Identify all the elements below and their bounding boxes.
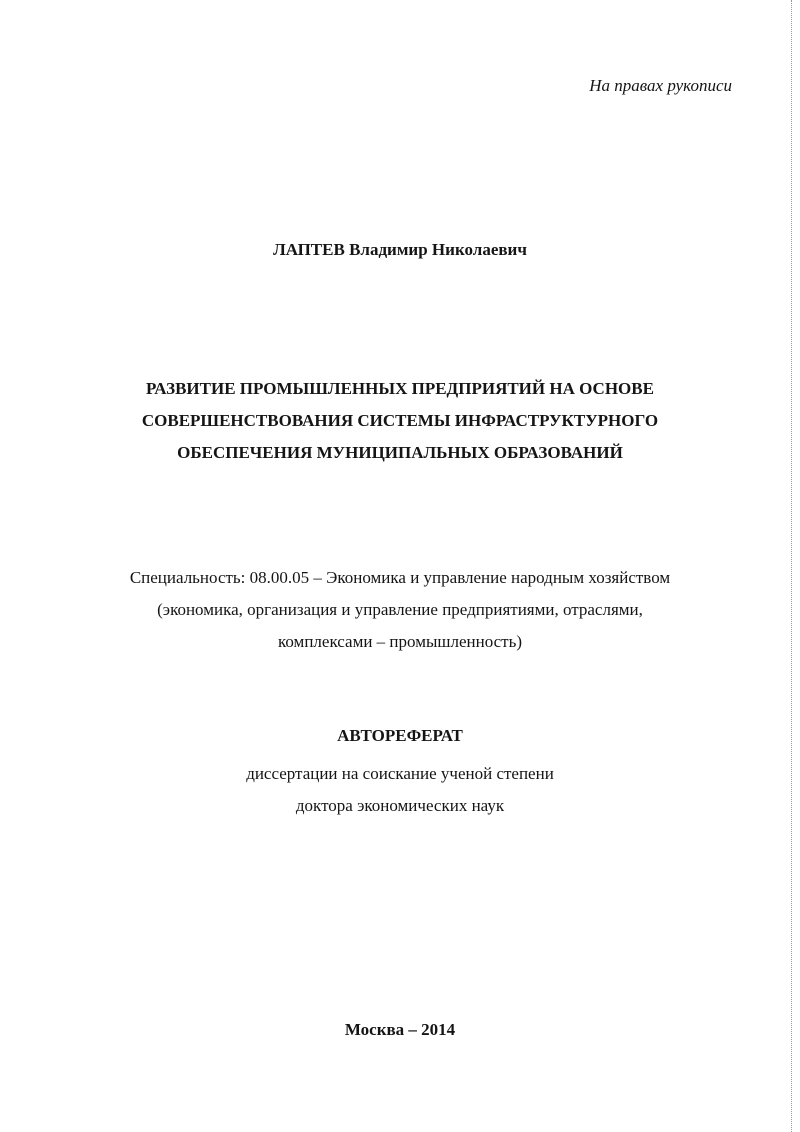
specialty-block <box>0 562 800 658</box>
abstract-heading: АВТОРЕФЕРАТ <box>337 726 463 745</box>
specialty-line: Специальность: 08.00.05 – Экономика и управление народным хозяйством <box>129 568 671 587</box>
page-edge-divider <box>790 0 792 1132</box>
title-line: СОВЕРШЕНСТВОВАНИЯ СИСТЕМЫ ИНФРАСТРУКТУРНОГО <box>141 411 659 430</box>
specialty-line: комплексами – промышленность) <box>277 632 523 651</box>
title-line: РАЗВИТИЕ ПРОМЫШЛЕННЫХ ПРЕДПРИЯТИЙ НА ОСНОВЕ <box>146 379 654 398</box>
place-year: Москва – 2014 <box>344 1020 456 1039</box>
title-line: ОБЕСПЕЧЕНИЯ МУНИЦИПАЛЬНЫХ ОБРАЗОВАНИЙ <box>177 443 623 462</box>
author-name: ЛАПТЕВ Владимир Николаевич <box>273 240 527 259</box>
abstract-description <box>0 758 800 822</box>
specialty-line: (экономика, организация и управление предприятиями, отраслями, <box>157 600 643 619</box>
manuscript-note: На правах рукописи <box>589 76 732 95</box>
abstract-line: диссертации на соискание ученой степени <box>246 764 554 783</box>
abstract-line: доктора экономических наук <box>295 796 505 815</box>
dissertation-title <box>0 373 800 469</box>
